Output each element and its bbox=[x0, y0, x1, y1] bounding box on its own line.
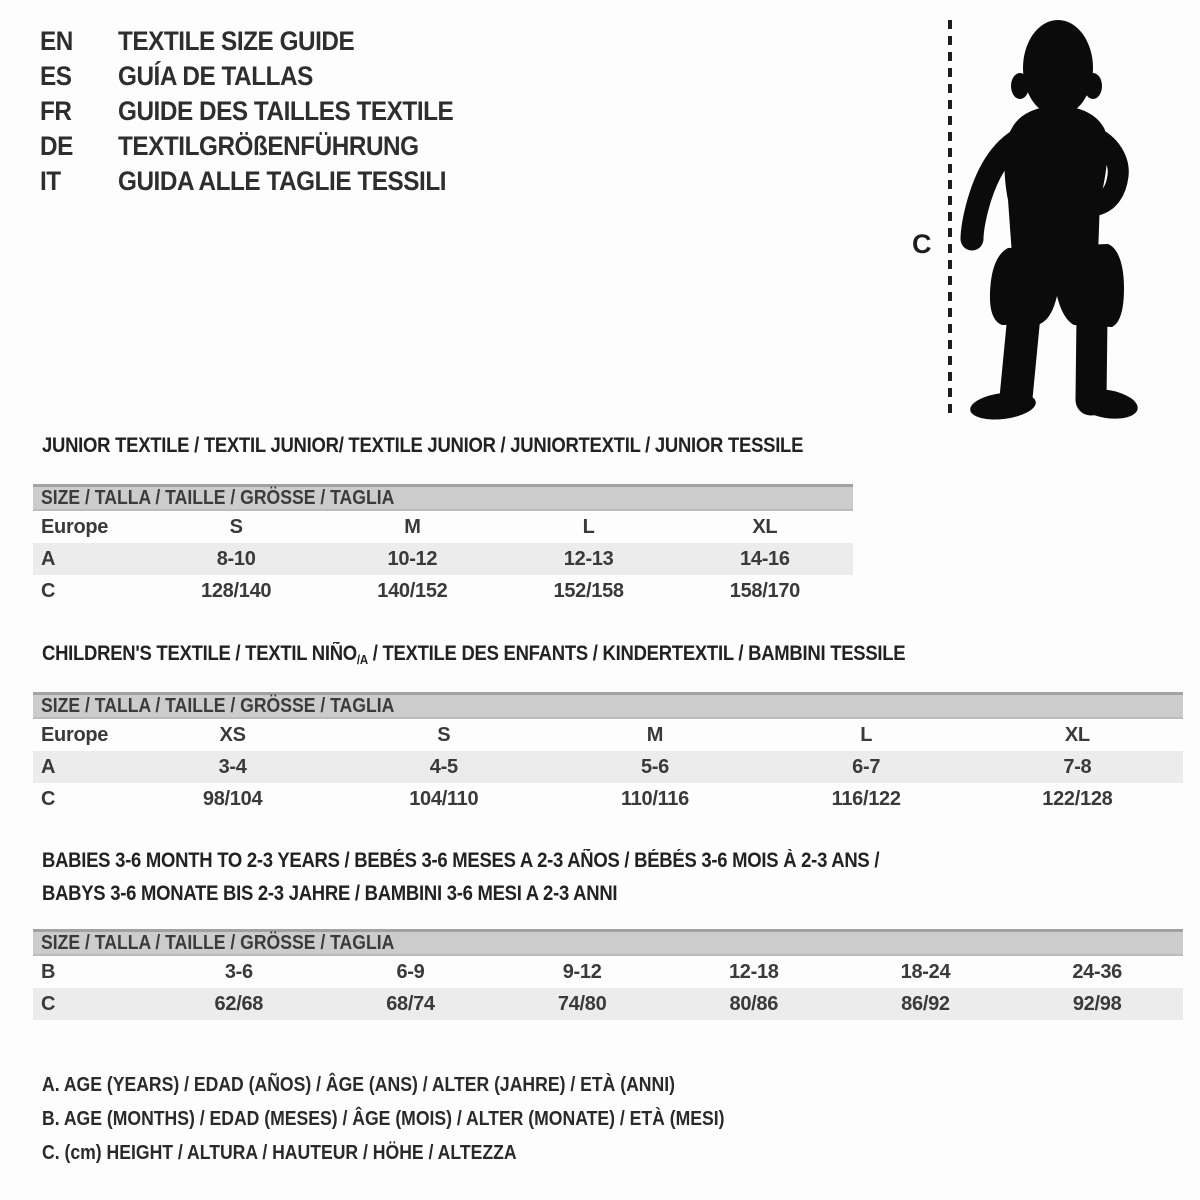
row-label: C bbox=[41, 787, 56, 810]
age-cell: 7-8 bbox=[1063, 755, 1092, 778]
children-size-table bbox=[33, 692, 1183, 815]
row-label: Europe bbox=[41, 515, 109, 538]
language-title-text: GUÍA DE TALLAS bbox=[118, 61, 313, 91]
language-title bbox=[118, 26, 381, 57]
size-cell: XL bbox=[1064, 723, 1090, 746]
language-title-list bbox=[40, 24, 491, 199]
babies-section-title-line2 bbox=[42, 882, 696, 906]
language-title-text: GUIDE DES TAILLES TEXTILE bbox=[118, 96, 454, 126]
age-cell: 12-13 bbox=[563, 547, 614, 570]
language-title bbox=[118, 96, 491, 127]
language-code-text: DE bbox=[40, 131, 73, 161]
table-row-europe bbox=[33, 511, 853, 543]
children-section-title-text bbox=[42, 642, 905, 666]
language-code bbox=[40, 166, 118, 197]
size-cell: XS bbox=[219, 723, 246, 746]
row-label: A bbox=[41, 547, 56, 570]
height-cell: 122/128 bbox=[1042, 787, 1113, 810]
size-header-bar bbox=[33, 692, 1183, 719]
language-row bbox=[40, 59, 491, 94]
months-cell: 18-24 bbox=[900, 960, 951, 983]
size-cell: M bbox=[404, 515, 421, 538]
months-cell: 12-18 bbox=[728, 960, 779, 983]
height-cell: 116/122 bbox=[831, 787, 901, 810]
language-title-text: TEXTILGRÖßENFÜHRUNG bbox=[118, 131, 419, 161]
row-label: C bbox=[41, 579, 56, 602]
language-title bbox=[118, 61, 335, 92]
babies-title-line1-text: BABIES 3-6 MONTH TO 2-3 YEARS / BEBÉS 3-6 MESES A 2-3 AÑOS / BÉBÉS 3-6 MOIS À 2-3 ANS / bbox=[42, 849, 880, 872]
legend-line-a bbox=[42, 1068, 818, 1102]
language-code bbox=[40, 26, 118, 57]
size-cell: S bbox=[437, 723, 451, 746]
language-code-text: ES bbox=[40, 61, 72, 91]
legend-line-b-text: B. AGE (MONTHS) / EDAD (MESES) / ÂGE (MOIS) / ALTER (MONATE) / ETÀ (MESI) bbox=[42, 1107, 725, 1130]
junior-size-table bbox=[33, 484, 853, 607]
size-cell: M bbox=[646, 723, 664, 746]
children-title-sub: /A bbox=[356, 652, 368, 667]
age-cell: 3-4 bbox=[218, 755, 247, 778]
height-cell: 110/116 bbox=[620, 787, 689, 810]
table-row-height bbox=[33, 988, 1183, 1020]
size-cell: L bbox=[860, 723, 873, 746]
row-label: B bbox=[41, 960, 56, 983]
table-row-height bbox=[33, 783, 1183, 815]
height-cell: 68/74 bbox=[386, 992, 435, 1015]
legend-line-c bbox=[42, 1136, 818, 1170]
height-cell: 140/152 bbox=[377, 579, 448, 602]
language-code-text: FR bbox=[40, 96, 72, 126]
children-title-part2: / TEXTILE DES ENFANTS / KINDERTEXTIL / BAMBINI TESSILE bbox=[367, 642, 906, 665]
children-section-title bbox=[42, 642, 1023, 666]
height-cell: 152/158 bbox=[553, 579, 624, 602]
height-figure bbox=[900, 10, 1162, 425]
language-row bbox=[40, 94, 491, 129]
height-cell: 104/110 bbox=[409, 787, 479, 810]
height-cell: 98/104 bbox=[202, 787, 263, 810]
language-row bbox=[40, 129, 491, 164]
row-label: C bbox=[41, 992, 56, 1015]
language-title-text: TEXTILE SIZE GUIDE bbox=[118, 26, 355, 56]
language-title-text: GUIDA ALLE TAGLIE TESSILI bbox=[118, 166, 447, 196]
table-row-age bbox=[33, 543, 853, 575]
size-header-bar bbox=[33, 929, 1183, 956]
age-cell: 6-7 bbox=[852, 755, 881, 778]
babies-size-table bbox=[33, 929, 1183, 1020]
language-code-text: EN bbox=[40, 26, 73, 56]
legend-line-c-text: C. (cm) HEIGHT / ALTURA / HAUTEUR / HÖHE / ALTEZZA bbox=[42, 1141, 517, 1164]
months-cell: 6-9 bbox=[396, 960, 425, 983]
size-cell: L bbox=[582, 515, 595, 538]
height-cell: 62/68 bbox=[214, 992, 264, 1015]
height-cell: 158/170 bbox=[729, 579, 800, 602]
table-row-height bbox=[33, 575, 853, 607]
age-cell: 5-6 bbox=[640, 755, 669, 778]
language-code-text: IT bbox=[40, 166, 61, 196]
legend-line-a-text: A. AGE (YEARS) / EDAD (AÑOS) / ÂGE (ANS) / ALTER (JAHRE) / ETÀ (ANNI) bbox=[42, 1073, 675, 1096]
junior-section-title bbox=[42, 434, 907, 458]
children-title-part1: CHILDREN'S TEXTILE / TEXTIL NIÑO bbox=[42, 642, 357, 665]
babies-section-title-line1 bbox=[42, 849, 993, 873]
language-title bbox=[118, 166, 483, 197]
babies-title-line2-text: BABYS 3-6 MONATE BIS 2-3 JAHRE / BAMBINI 3-6 MESI A 2-3 ANNI bbox=[42, 882, 618, 905]
size-header-label: SIZE / TALLA / TAILLE / GRÖSSE / TAGLIA bbox=[41, 931, 395, 954]
age-cell: 14-16 bbox=[740, 547, 790, 570]
table-row-months bbox=[33, 956, 1183, 988]
table-row-europe bbox=[33, 719, 1183, 751]
language-row bbox=[40, 24, 491, 59]
size-header-label: SIZE / TALLA / TAILLE / GRÖSSE / TAGLIA bbox=[41, 694, 395, 717]
height-cell: 74/80 bbox=[557, 992, 607, 1015]
legend bbox=[42, 1068, 818, 1170]
legend-line-b bbox=[42, 1102, 818, 1136]
height-cell: 86/92 bbox=[901, 992, 950, 1015]
height-measure-label: C bbox=[912, 229, 932, 259]
months-cell: 9-12 bbox=[562, 960, 602, 983]
language-code bbox=[40, 131, 118, 162]
table-row-age bbox=[33, 751, 1183, 783]
age-cell: 4-5 bbox=[429, 755, 458, 778]
junior-section-title-text: JUNIOR TEXTILE / TEXTIL JUNIOR/ TEXTILE JUNIOR / JUNIORTEXTIL / JUNIOR TESSILE bbox=[42, 434, 804, 457]
age-cell: 10-12 bbox=[387, 547, 438, 570]
size-header-label: SIZE / TALLA / TAILLE / GRÖSSE / TAGLIA bbox=[41, 486, 395, 509]
language-row bbox=[40, 164, 491, 199]
language-code bbox=[40, 61, 118, 92]
row-label: A bbox=[41, 755, 56, 778]
height-cell: 92/98 bbox=[1072, 992, 1122, 1015]
height-cell: 128/140 bbox=[201, 579, 272, 602]
row-label: Europe bbox=[41, 723, 109, 746]
toddler-silhouette-icon bbox=[969, 20, 1140, 423]
size-header-bar bbox=[33, 484, 853, 511]
months-cell: 24-36 bbox=[1072, 960, 1122, 983]
language-title bbox=[118, 131, 452, 162]
months-cell: 3-6 bbox=[224, 960, 253, 983]
language-code bbox=[40, 96, 118, 127]
age-cell: 8-10 bbox=[216, 547, 256, 570]
size-cell: XL bbox=[752, 515, 778, 538]
size-cell: S bbox=[229, 515, 243, 538]
height-cell: 80/86 bbox=[729, 992, 779, 1015]
